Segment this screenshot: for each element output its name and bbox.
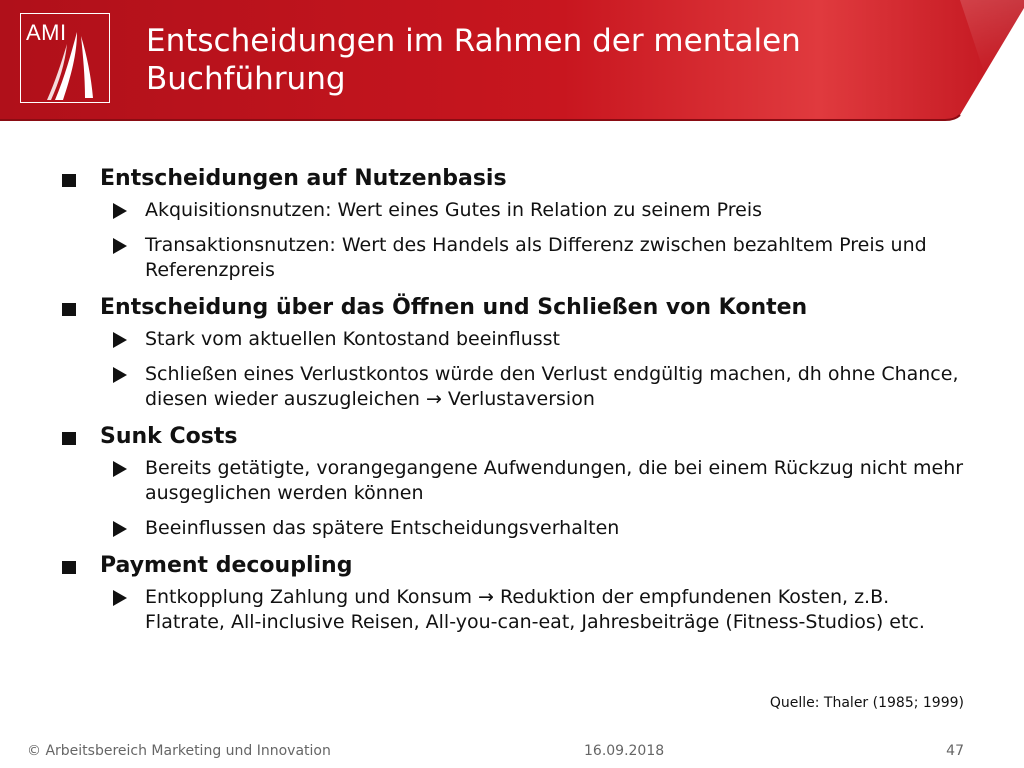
- square-bullet-icon: [62, 561, 76, 574]
- list-item: Stark vom aktuellen Kontostand beeinflusst: [62, 327, 982, 352]
- section-sunk-costs: [62, 422, 982, 541]
- ami-logo: [20, 13, 110, 103]
- slide-title: [146, 22, 946, 98]
- square-bullet-icon: [62, 432, 76, 445]
- triangle-bullet-icon: [113, 332, 127, 348]
- section-heading: Entscheidung über das Öffnen und Schließen von Konten: [62, 293, 982, 323]
- section-heading: Sunk Costs: [62, 422, 982, 452]
- header-banner: [0, 0, 1024, 122]
- section-heading: Entscheidungen auf Nutzenbasis: [62, 164, 982, 194]
- section-konten: [62, 293, 982, 412]
- list-item: Bereits getätigte, vorangegangene Aufwendungen, die bei einem Rückzug nicht mehr ausgeglichen werden können: [62, 456, 982, 506]
- list-item: Akquisitionsnutzen: Wert eines Gutes in Relation zu seinem Preis: [62, 198, 982, 223]
- section-heading: Payment decoupling: [62, 551, 982, 581]
- list-item: Schließen eines Verlustkontos würde den Verlust endgültig machen, dh ohne Chance, diesen wieder auszugleichen → Verlustaversion: [62, 362, 982, 412]
- list-item: Transaktionsnutzen: Wert des Handels als Differenz zwischen bezahltem Preis und Referenzpreis: [62, 233, 982, 283]
- source-citation: Quelle: Thaler (1985; 1999): [769, 695, 964, 711]
- square-bullet-icon: [62, 303, 76, 316]
- footer-page-number: 47: [946, 743, 964, 759]
- square-bullet-icon: [62, 174, 76, 187]
- triangle-bullet-icon: [113, 590, 127, 606]
- footer-date: 16.09.2018: [584, 743, 665, 759]
- list-item: Beeinflussen das spätere Entscheidungsverhalten: [62, 516, 982, 541]
- slide-title-line-1: Entscheidungen im Rahmen der mentalen: [146, 23, 801, 59]
- slide-title-line-2: Buchführung: [146, 61, 346, 97]
- section-payment-decoupling: [62, 551, 982, 635]
- triangle-bullet-icon: [113, 367, 127, 383]
- footer-copyright: © Arbeitsbereich Marketing und Innovation: [27, 743, 331, 759]
- section-nutzenbasis: [62, 164, 982, 283]
- sail-logo-icon: [21, 14, 111, 104]
- logo-text: AMI: [26, 20, 67, 45]
- triangle-bullet-icon: [113, 461, 127, 477]
- triangle-bullet-icon: [113, 238, 127, 254]
- triangle-bullet-icon: [113, 203, 127, 219]
- list-item: Entkopplung Zahlung und Konsum → Reduktion der empfundenen Kosten, z.B. Flatrate, All-inclusive Reisen, All-you-can-eat, Jahresbeiträge (Fitness-Studios) etc.: [62, 585, 982, 635]
- triangle-bullet-icon: [113, 521, 127, 537]
- slide-content: [62, 164, 982, 645]
